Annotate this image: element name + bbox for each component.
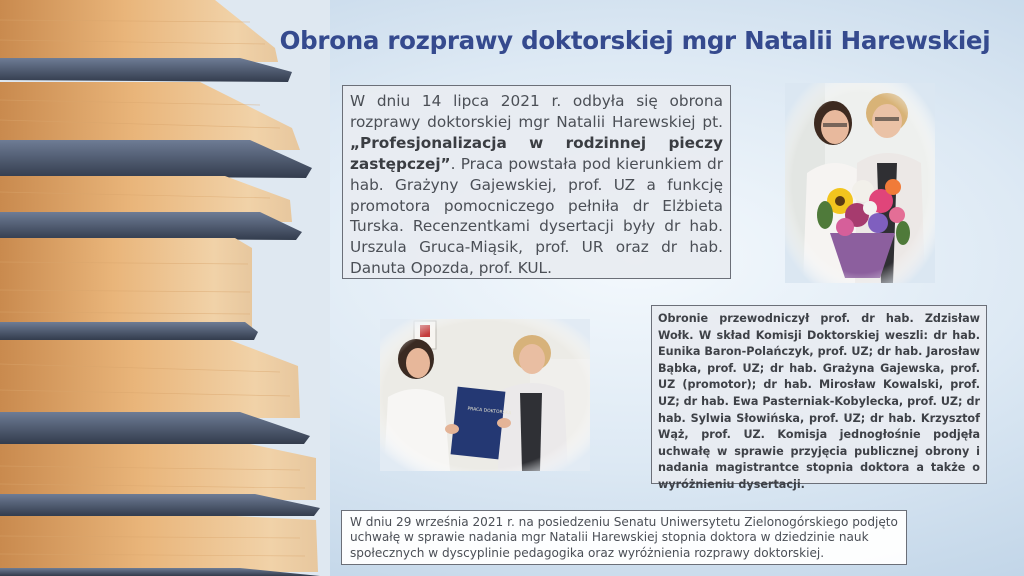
committee-text-box [651,305,987,491]
committee-text: Obronie przewodniczył prof. dr hab. Zdzisław Wołk. W skład Komisji Doktorskiej weszli: dr hab. Eunika Baron-Polańczyk, prof. UZ; dr hab. Jarosław Bąbka, prof. UZ; dr hab. Grażyna Gajewska, prof. UZ (promotor); dr hab. Mirosław Kowalski, prof. UZ; dr hab. Ewa Pasterniak-Kobylecka, prof. UZ; dr hab. Sylwia Słowińska, prof. UZ; dr hab. Krzysztof Wąż, prof. UZ. Komisja jednogłośnie podjęła uchwałę w sprawie przyjęcia publicznej obrony i nadania magistrantce stopnia doktora a także o wyróżnieniu dysertacji. [658,312,980,491]
book-stack-image [0,0,330,576]
thesis-title: „Profesjonalizacja w rodzinnej pieczy zastępczej” [350,133,723,173]
defense-summary-intro: W dniu 14 lipca 2021 r. odbyła się obrona rozprawy doktorskiej mgr Natalii Harewskiej pt. [350,92,723,131]
senate-resolution-text: W dniu 29 września 2021 r. na posiedzeniu Senatu Uniwersytetu Zielonogórskiego podjęto uchwałę w sprawie nadania mgr Natalii Harewskiej stopnia doktora w dziedzinie nauk społecznych w dyscyplinie pedagogika oraz wyróżnienia rozprawy doktorskiej. [350,515,898,560]
senate-resolution-text-box [341,510,907,565]
defense-summary-details: . Praca powstała pod kierunkiem dr hab. Grażyny Gajewskiej, prof. UZ a funkcję promotora pomocniczego pełniła dr Elżbieta Turska. Recenzentkami dysertacji były dr hab. Urszula Gruca-Miąsik, prof. UR oraz dr hab. Danuta Opozda, prof. KUL. [350,154,723,278]
defense-summary-text-box [342,85,731,279]
photo-bouquet [785,83,935,283]
slide-title: Obrona rozprawy doktorskiej mgr Natalii Harewskiej [279,26,991,55]
photo-thesis-handover [380,319,590,471]
